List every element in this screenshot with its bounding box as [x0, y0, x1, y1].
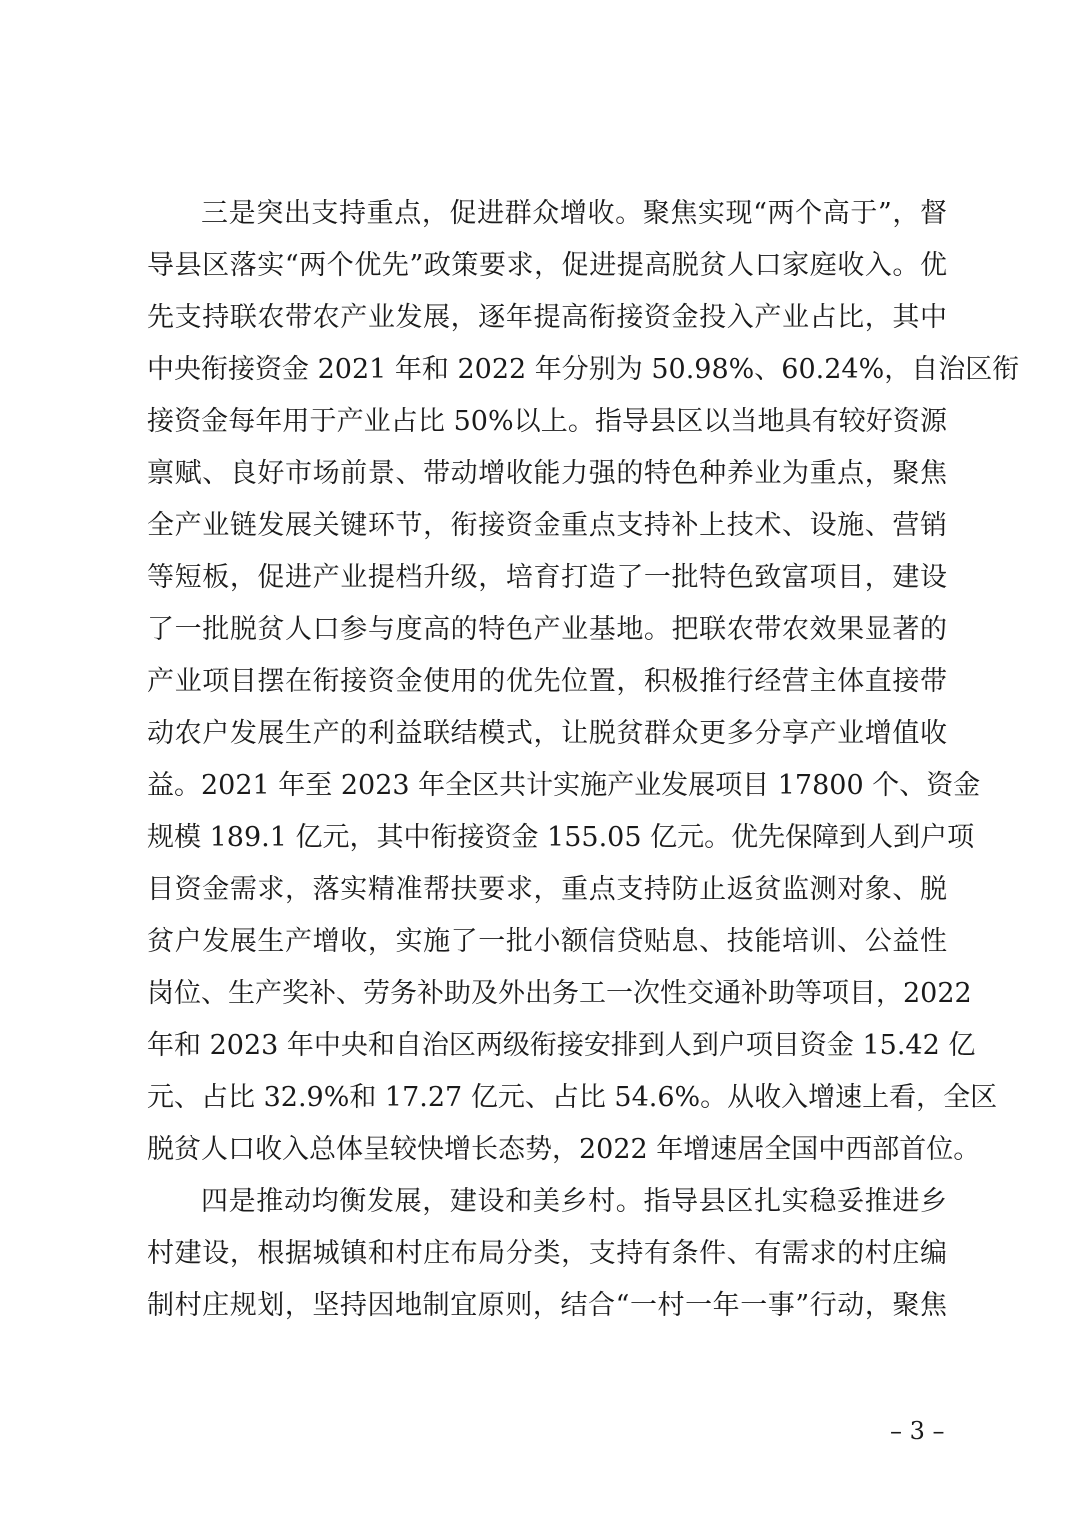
paragraph-line: 贫户发展生产增收，实施了一批小额信贷贴息、技能培训、公益性 — [147, 926, 947, 957]
paragraph-line: 元、占比 32.9%和 17.27 亿元、占比 54.6%。从收入增速上看，全区 — [147, 1082, 998, 1113]
paragraph-line: 接资金每年用于产业占比 50%以上。指导县区以当地具有较好资源 — [147, 406, 947, 437]
paragraph-line: 产业项目摆在衔接资金使用的优先位置，积极推行经营主体直接带 — [147, 666, 947, 697]
paragraph-line: 年和 2023 年中央和自治区两级衔接安排到人到户项目资金 15.42 亿 — [147, 1030, 976, 1061]
paragraph-line: 村建设，根据城镇和村庄布局分类，支持有条件、有需求的村庄编 — [147, 1238, 947, 1269]
paragraph-line: 动农户发展生产的利益联结模式，让脱贫群众更多分享产业增值收 — [147, 718, 947, 749]
paragraph-line: 导县区落实“两个优先”政策要求，促进提高脱贫人口家庭收入。优 — [147, 250, 947, 281]
paragraph-line: 规模 189.1 亿元，其中衔接资金 155.05 亿元。优先保障到人到户项 — [147, 822, 975, 853]
paragraph-line: 四是推动均衡发展，建设和美乡村。指导县区扎实稳妥推进乡 — [201, 1186, 947, 1217]
paragraph-line: 全产业链发展关键环节，衔接资金重点支持补上技术、设施、营销 — [147, 510, 947, 541]
paragraph-line: 益。2021 年至 2023 年全区共计实施产业发展项目 17800 个、资金 — [147, 770, 981, 801]
paragraph-line: 目资金需求，落实精准帮扶要求，重点支持防止返贫监测对象、脱 — [147, 874, 947, 905]
paragraph-line: 制村庄规划，坚持因地制宜原则，结合“一村一年一事”行动，聚焦 — [147, 1290, 947, 1321]
body-text — [147, 188, 1020, 1332]
paragraph-line: 禀赋、良好市场前景、带动增收能力强的特色种养业为重点，聚焦 — [147, 458, 947, 489]
paragraph-line: 等短板，促进产业提档升级，培育打造了一批特色致富项目，建设 — [147, 562, 947, 593]
paragraph-line: 岗位、生产奖补、劳务补助及外出务工一次性交通补助等项目，2022 — [147, 978, 972, 1009]
paragraph-line: 脱贫人口收入总体呈较快增长态势，2022 年增速居全国中西部首位。 — [147, 1134, 981, 1165]
paragraph-line: 了一批脱贫人口参与度高的特色产业基地。把联农带农效果显著的 — [147, 614, 947, 645]
paragraph-line: 中央衔接资金 2021 年和 2022 年分别为 50.98%、60.24%，自治区衔 — [147, 354, 1020, 385]
paragraph-line: 三是突出支持重点，促进群众增收。聚焦实现“两个高于”，督 — [201, 198, 947, 229]
paragraph-line: 先支持联农带农产业发展，逐年提高衔接资金投入产业占比，其中 — [147, 302, 947, 333]
page-number: – 3 – — [890, 1417, 945, 1445]
